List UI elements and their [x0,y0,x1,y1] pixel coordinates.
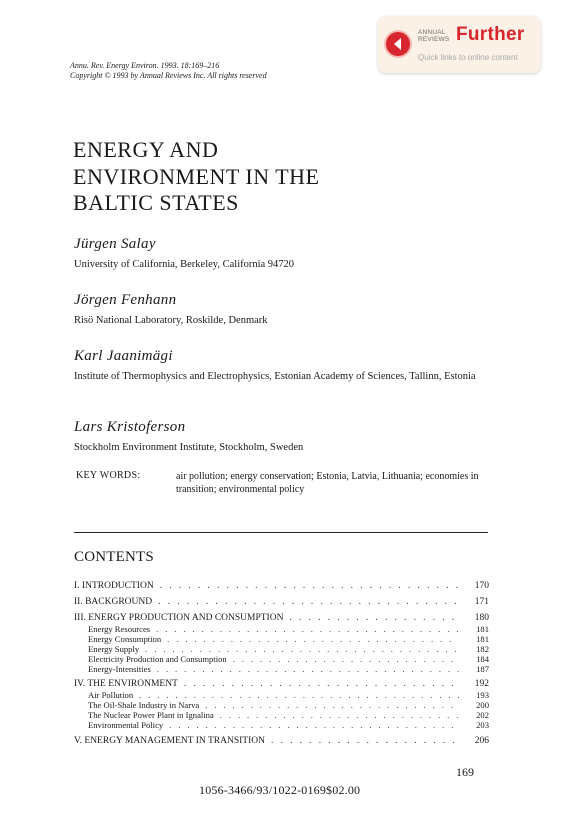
author-name: Jörgen Fenhann [74,292,177,308]
further-tagline: Quick links to online content [418,53,518,62]
author-affiliation: Institute of Thermophysics and Electrophysics, Estonian Academy of Sciences, Tallinn, Estonia [74,371,476,382]
citation-line: Annu. Rev. Energy Environ. 1993. 18:169–216 [70,61,220,70]
toc-leader [145,644,459,654]
toc-leader [156,624,459,634]
toc-label: III. ENERGY PRODUCTION AND CONSUMPTION [74,613,284,623]
toc-page: 203 [476,720,489,730]
toc-page: 200 [476,700,489,710]
toc-page: 184 [476,654,489,664]
toc-label: V. ENERGY MANAGEMENT IN TRANSITION [74,736,265,746]
toc-page: 182 [476,644,489,654]
keywords-label: KEY WORDS: [76,470,141,481]
toc-entry[interactable] [74,597,489,607]
toc-label: IV. THE ENVIRONMENT [74,679,178,689]
toc-label: Electricity Production and Consumption [88,654,227,664]
toc-entry[interactable] [74,679,489,689]
toc-leader [289,613,459,623]
toc-subentry[interactable] [74,664,489,674]
toc-label: The Oil-Shale Industry in Narva [88,700,200,710]
toc-label: Energy Consumption [88,634,162,644]
toc-leader [271,736,459,746]
keywords-text [176,470,486,496]
toc-page: 170 [474,581,489,591]
author-affiliation: Stockholm Environment Institute, Stockholm, Sweden [74,442,304,453]
author-name: Jürgen Salay [74,236,156,252]
journal-citation [70,61,267,81]
contents-heading: CONTENTS [74,549,154,565]
annual-reviews-logo: ANNUAL REVIEWS [418,29,450,43]
keywords-line: air pollution; energy conservation; Estonia, Latvia, Lithuania; economies in [176,471,479,482]
toc-page: 171 [474,597,489,607]
toc-entry[interactable] [74,581,489,591]
toc-subentry[interactable] [74,644,489,654]
toc-label: Air Pollution [88,690,134,700]
toc-page: 193 [476,690,489,700]
title-line: ENVIRONMENT IN THE [73,163,320,189]
toc-label: II. BACKGROUND [74,597,153,607]
toc-label: I. INTRODUCTION [74,581,154,591]
toc-page: 181 [476,634,489,644]
toc-label: Environmental Policy [88,720,164,730]
copyright-line: Copyright © 1993 by Annual Reviews Inc. All rights reserved [70,71,267,80]
author-affiliation: Risö National Laboratory, Roskilde, Denmark [74,315,268,326]
toc-entry[interactable] [74,613,489,623]
title-line: BALTIC STATES [73,190,239,215]
toc-leader [233,654,459,664]
article-title [73,137,320,217]
back-arrow-icon [386,32,410,56]
keywords-line: transition; environmental policy [176,484,305,495]
toc-page: 187 [476,664,489,674]
toc-label: The Nuclear Power Plant in Ignalina [88,710,214,720]
toc-subentry[interactable] [74,720,489,730]
toc-leader [160,581,459,591]
toc-page: 206 [474,736,489,746]
toc-leader [184,679,459,689]
toc-subentry[interactable] [74,624,489,634]
toc-subentry[interactable] [74,634,489,644]
toc-label: Energy-Intensities [88,664,151,674]
toc-leader [205,700,459,710]
footer-code: 1056-3466/93/1022-0169$02.00 [199,783,361,797]
further-badge[interactable] [378,16,541,73]
further-label: Further [456,24,525,45]
toc-subentry[interactable] [74,700,489,710]
toc-page: 181 [476,624,489,634]
toc-leader [139,690,459,700]
toc-leader [167,634,459,644]
toc-entry[interactable] [74,736,489,746]
toc-leader [157,664,459,674]
toc-page: 180 [474,613,489,623]
toc-subentry[interactable] [74,690,489,700]
section-divider [74,532,488,533]
toc-label: Energy Resources [88,624,151,634]
author-affiliation: University of California, Berkeley, California 94720 [74,259,295,270]
title-line: ENERGY AND [73,137,219,162]
toc-page: 202 [476,710,489,720]
toc-leader [169,720,459,730]
toc-subentry[interactable] [74,654,489,664]
author-name: Lars Kristoferson [74,419,186,435]
toc-subentry[interactable] [74,710,489,720]
toc-leader [158,597,459,607]
page-number: 169 [456,765,474,779]
toc-label: Energy Supply [88,644,140,654]
toc-leader [220,710,459,720]
toc-page: 192 [474,679,489,689]
author-name: Karl Jaanimägi [74,348,173,364]
